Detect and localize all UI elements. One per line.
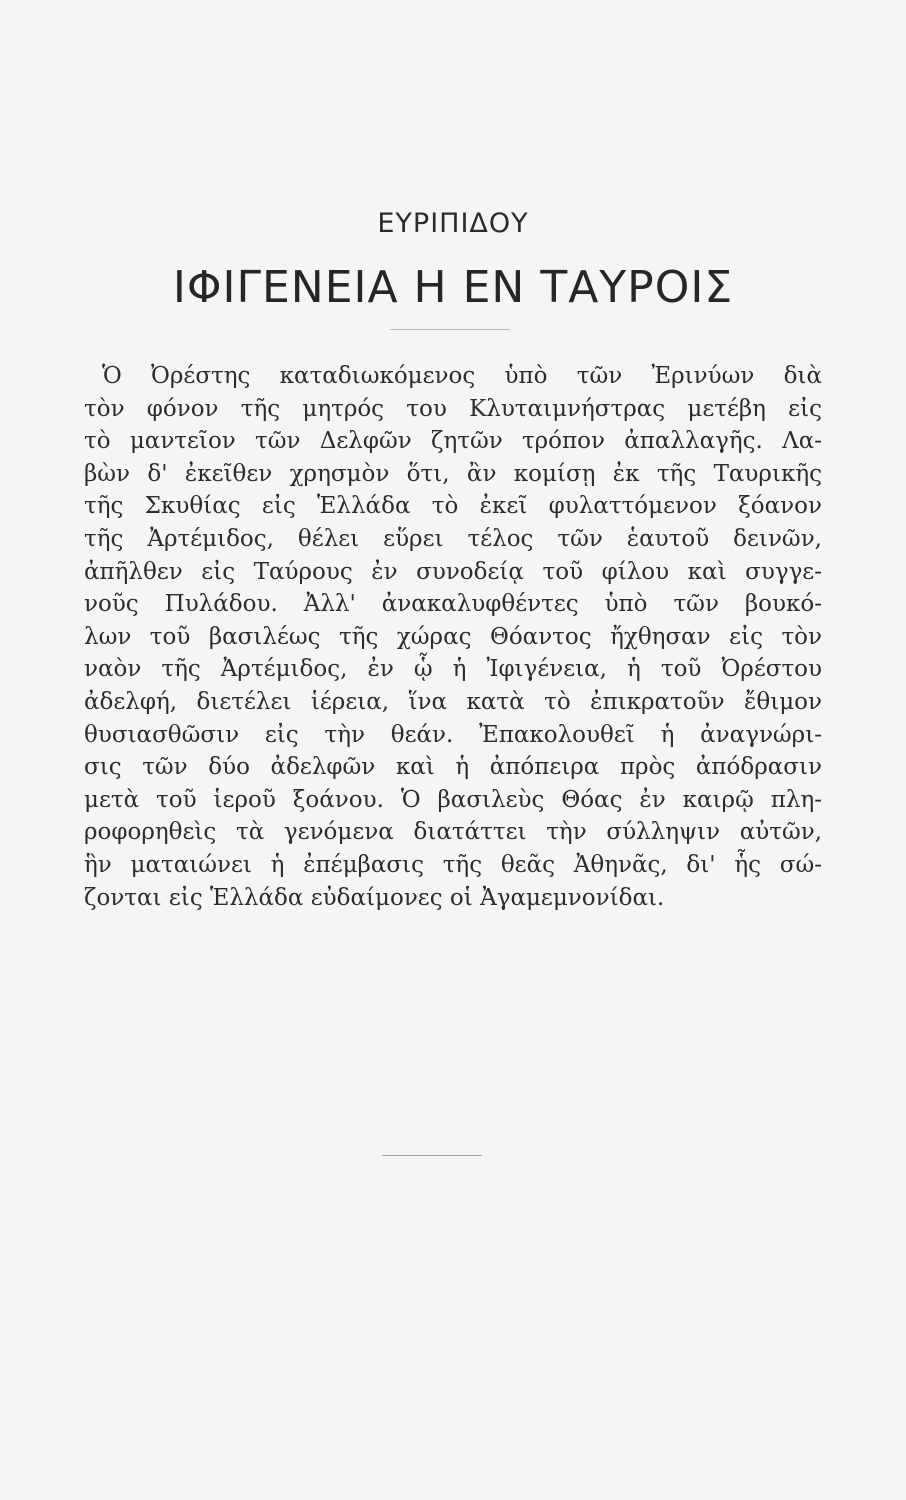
summary-line: μετὰ τοῦ ἱεροῦ ξοάνου. Ὁ βασιλεὺς Θόας ἐν καιρῷ πλη-: [84, 786, 822, 813]
author-heading: ΕΥΡΙΠΙΔΟΥ: [377, 208, 529, 239]
summary-line: θυσιασθῶσιν εἰς τὴν θεάν. Ἐπακολουθεῖ ἡ ἀναγνώρι-: [84, 721, 822, 748]
summary-line: τῆς Ἀρτέμιδος, θέλει εὕρει τέλος τῶν ἑαυτοῦ δεινῶν,: [84, 525, 822, 552]
summary-line: ἀπῆλθεν εἰς Ταύρους ἐν συνοδείᾳ τοῦ φίλου καὶ συγγε-: [84, 558, 822, 585]
summary-paragraph: [84, 360, 822, 914]
summary-line: λων τοῦ βασιλέως τῆς χώρας Θόαντος ἤχθησαν εἰς τὸν: [84, 623, 822, 650]
summary-line: τῆς Σκυθίας εἰς Ἑλλάδα τὸ ἐκεῖ φυλαττόμενον ξόανον: [84, 493, 822, 520]
play-title: ΙΦΙΓΕΝΕΙΑ Η ΕΝ ΤΑΥΡΟΙΣ: [172, 262, 734, 313]
summary-line: ροφορηθεὶς τὰ γενόμενα διατάττει τὴν σύλληψιν αὐτῶν,: [84, 819, 822, 846]
summary-line: σις τῶν δύο ἀδελφῶν καὶ ἡ ἀπόπειρα πρὸς ἀπόδρασιν: [84, 754, 822, 781]
closing-divider: [382, 1155, 482, 1156]
summary-line: ναὸν τῆς Ἀρτέμιδος, ἐν ᾧ ἡ Ἰφιγένεια, ἡ τοῦ Ὀρέστου: [84, 656, 822, 683]
summary-line: νοῦς Πυλάδου. Ἀλλ' ἀνακαλυφθέντες ὑπὸ τῶν βουκό-: [84, 591, 822, 618]
summary-line: ἣν ματαιώνει ἡ ἐπέμβασις τῆς θεᾶς Ἀθηνᾶς, δι' ἧς σώ-: [84, 851, 822, 878]
summary-line: ζονται εἰς Ἑλλάδα εὐδαίμονες οἱ Ἀγαμεμνονίδαι.: [84, 884, 665, 911]
title-divider: [390, 329, 510, 330]
summary-line: Ὁ Ὀρέστης καταδιωκόμενος ὑπὸ τῶν Ἐρινύων διὰ: [102, 363, 822, 389]
summary-line: τὸν φόνον τῆς μητρός του Κλυταιμνήστρας μετέβη εἰς: [84, 395, 822, 422]
summary-line: ἀδελφή, διετέλει ἱέρεια, ἵνα κατὰ τὸ ἐπικρατοῦν ἔθιμον: [84, 688, 822, 715]
summary-line: τὸ μαντεῖον τῶν Δελφῶν ζητῶν τρόπον ἀπαλλαγῆς. Λα-: [84, 428, 822, 455]
summary-line: βὼν δ' ἐκεῖθεν χρησμὸν ὅτι, ἂν κομίσῃ ἐκ τῆς Ταυρικῆς: [84, 460, 822, 487]
